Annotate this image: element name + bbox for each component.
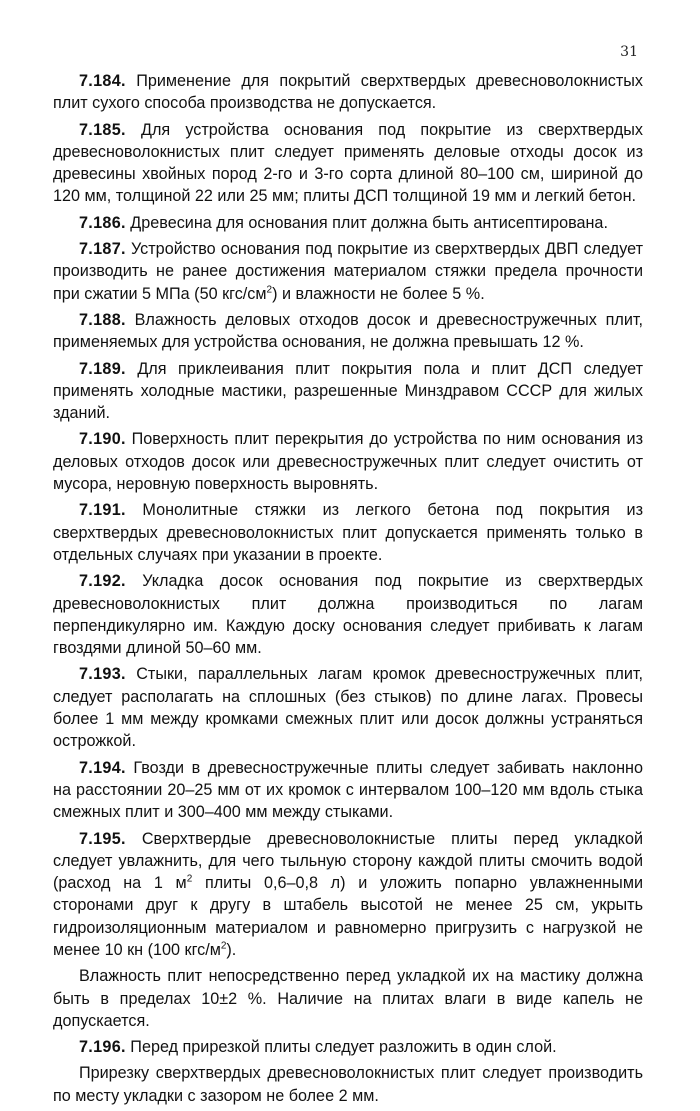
paragraph-7-184 bbox=[53, 70, 643, 115]
paragraph-7-191 bbox=[53, 499, 643, 566]
clause-text: Устройство основания под покрытие из сверхтвердых ДВП следует производить не ранее достижения материалом стяжки предела прочности при сжатии 5 МПа (50 кгс/см bbox=[53, 240, 643, 303]
clause-text: Поверхность плит перекрытия до устройства по ним основания из деловых отходов досок или древесностружечных плит следует очистить от мусора, неровную поверхность выровнять. bbox=[53, 430, 643, 494]
clause-number: 7.195. bbox=[79, 829, 126, 848]
clause-text: Укладка досок основания под покрытие из сверхтвердых древесноволокнистых плит должна производиться по лагам перпендикулярно им. Каждую доску основания следует прибивать к лагам гвоздями длиной 50–60 мм. bbox=[53, 572, 643, 658]
clause-number: 7.189. bbox=[79, 359, 126, 378]
paragraph-7-195-continuation bbox=[53, 965, 643, 1032]
paragraph-7-196 bbox=[53, 1036, 643, 1058]
superscript: 2 bbox=[266, 284, 273, 296]
clause-number: 7.187. bbox=[79, 240, 126, 259]
clause-text: Для устройства основания под покрытие из сверхтвердых древесноволокнистых плит следует применять деловые отходы досок из древесины хвойных пород 2-го и 3-го сорта длиной 80–100 см, шириной до 120 мм, толщиной 22 или 25 мм; плиты ДСП толщиной 19 мм и легкий бетон. bbox=[53, 120, 643, 206]
clause-number: 7.185. bbox=[79, 120, 126, 139]
clause-number: 7.194. bbox=[79, 758, 126, 777]
clause-number: 7.190. bbox=[79, 430, 126, 449]
paragraph-7-192 bbox=[53, 570, 643, 659]
clause-text: Прирезку сверхтвердых древесноволокнистых плит следует производить по месту укладки с зазором не более 2 мм. bbox=[53, 1064, 643, 1105]
clause-text-tail: ) и влажности не более 5 %. bbox=[272, 284, 485, 303]
clause-text-tail: плиты 0,6–0,8 л) и уложить попарно увлажненными сторонами друг к другу в штабель высотой не менее 25 см, укрыть гидроизоляционным материалом и равномерно пригрузить с нагрузкой не менее 10 кн (100 кгс/м bbox=[53, 874, 643, 959]
clause-text-tail: ). bbox=[226, 940, 237, 959]
clause-number: 7.188. bbox=[79, 310, 126, 329]
clause-number: 7.186. bbox=[79, 213, 126, 232]
clause-number: 7.192. bbox=[79, 572, 126, 591]
clause-number: 7.196. bbox=[79, 1038, 126, 1057]
clause-text: Сверхтвердые древесноволокнистые плиты перед укладкой следует увлажнить, для чего тыльную сторону каждой плиты смочить водой (расход на 1 м bbox=[53, 829, 643, 893]
clause-text: Перед прирезкой плиты следует разложить в один слой. bbox=[125, 1038, 557, 1057]
paragraph-7-195 bbox=[53, 828, 643, 962]
clause-text: Влажность деловых отходов досок и древесностружечных плит, применяемых для устройства основания, не должна превышать 12 %. bbox=[53, 310, 643, 352]
clause-text: Монолитные стяжки из легкого бетона под покрытия из сверхтвердых древесноволокнистых плит допускается применять только в отдельных случаях при указании в проекте. bbox=[53, 501, 643, 564]
clause-text: Применение для покрытий сверхтвердых древесноволокнистых плит сухого способа производства не допускается. bbox=[53, 72, 643, 113]
clause-number: 7.193. bbox=[79, 665, 126, 684]
paragraph-7-188 bbox=[53, 309, 643, 354]
clause-number: 7.184. bbox=[79, 72, 126, 90]
superscript: 2 bbox=[186, 873, 193, 885]
paragraph-7-193 bbox=[53, 663, 643, 752]
clause-number: 7.191. bbox=[79, 501, 126, 520]
document-body bbox=[53, 70, 643, 1111]
paragraph-7-190 bbox=[53, 428, 643, 495]
paragraph-7-185 bbox=[53, 119, 643, 208]
clause-text: Для приклеивания плит покрытия пола и плит ДСП следует применять холодные мастики, разрешенные Минздравом СССР для жилых зданий. bbox=[53, 359, 643, 423]
paragraph-7-187 bbox=[53, 238, 643, 305]
page-number: 31 bbox=[620, 44, 638, 60]
superscript: 2 bbox=[220, 940, 227, 952]
paragraph-7-189 bbox=[53, 358, 643, 425]
clause-text: Гвозди в древесностружечные плиты следует забивать наклонно на расстоянии 20–25 мм от их кромок с интервалом 100–120 мм вдоль стыка смежных плит и 300–400 мм между стыками. bbox=[53, 758, 643, 822]
paragraph-7-194 bbox=[53, 757, 643, 824]
paragraph-7-186 bbox=[53, 212, 643, 234]
clause-text: Стыки, параллельных лагам кромок древесностружечных плит, следует располагать на сплошных (без стыков) по длине лагах. Провесы более 1 мм между кромками смежных плит или досок должны устраняться острожкой. bbox=[53, 665, 643, 751]
clause-text: Древесина для основания плит должна быть антисептирована. bbox=[125, 213, 608, 232]
clause-text: Влажность плит непосредственно перед укладкой их на мастику должна быть в пределах 10±2 %. Наличие на плитах влаги в виде капель не допускается. bbox=[53, 967, 643, 1030]
paragraph-7-196-continuation bbox=[53, 1062, 643, 1107]
